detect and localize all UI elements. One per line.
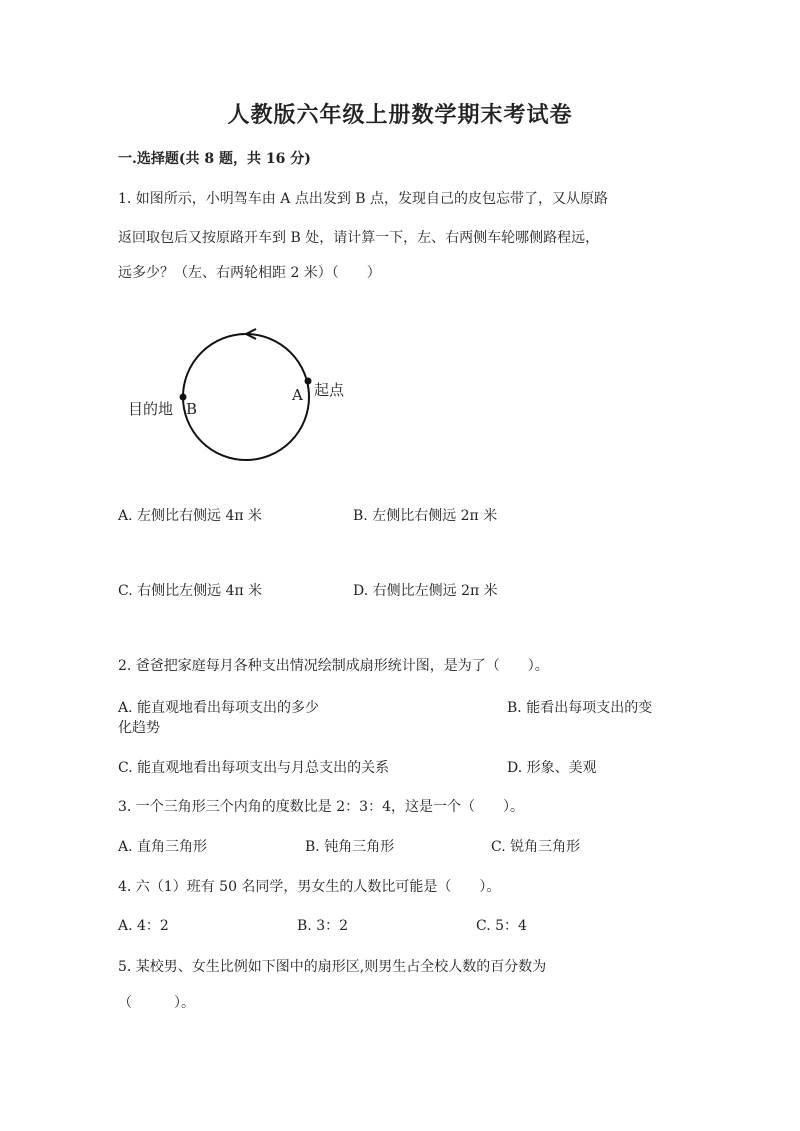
q2-option-b: B. 能看出每项支出的变 <box>507 700 653 716</box>
q2-option-b-continued: 化趋势 <box>118 720 160 736</box>
q1-option-d: D. 右侧比左侧远 2π 米 <box>353 583 498 599</box>
q3-option-c: C. 锐角三角形 <box>491 839 581 855</box>
q4-line-1: 4. 六（1）班有 50 名同学，男女生的人数比可能是（ ）。 <box>118 879 501 895</box>
q4-option-c: C. 5：4 <box>476 918 527 934</box>
q1-line-2: 返回取包后又按原路开车到 B 处，请计算一下，左、右两侧车轮哪侧路程远， <box>118 230 600 246</box>
start-label: 起点 <box>314 381 345 399</box>
q2-option-c: C. 能直观地看出每项支出与月总支出的关系 <box>118 760 390 776</box>
q1-option-c: C. 右侧比左侧远 4π 米 <box>118 583 263 599</box>
q5-line-1: 5. 某校男、女生比例如下图中的扇形区,则男生占全校人数的百分数为 <box>118 959 547 975</box>
page-title: 人教版六年级上册数学期末考试卷 <box>227 102 573 128</box>
q1-line-3: 远多少？（左、右两轮相距 2 米）（ ） <box>118 265 381 281</box>
q2-option-a: A. 能直观地看出每项支出的多少 <box>118 700 320 716</box>
q3-line-1: 3. 一个三角形三个内角的度数比是 2：3：4，这是一个（ ）。 <box>118 799 524 815</box>
q1-option-a: A. 左侧比右侧远 4π 米 <box>118 508 263 524</box>
q3-option-a: A. 直角三角形 <box>118 839 208 855</box>
section-header: 一.选择题(共 8 题，共 16 分) <box>118 151 311 167</box>
point-b-label: B <box>186 400 198 418</box>
destination-label: 目的地 <box>128 400 174 418</box>
q5-line-2: （ ）。 <box>118 995 195 1011</box>
route-circle <box>183 334 309 460</box>
q4-option-a: A. 4：2 <box>118 918 169 934</box>
q4-option-b: B. 3：2 <box>297 918 349 934</box>
point-a-label: A <box>292 386 303 404</box>
q1-option-b: B. 左侧比右侧远 2π 米 <box>353 508 498 524</box>
point-a-dot <box>305 378 312 385</box>
q1-line-1: 1. 如图所示，小明驾车由 A 点出发到 B 点，发现自己的皮包忘带了，又从原路 <box>118 191 609 207</box>
q2-line-1: 2. 爸爸把家庭每月各种支出情况绘制成扇形统计图，是为了（ ）。 <box>118 658 549 674</box>
q3-option-b: B. 钝角三角形 <box>305 839 395 855</box>
circle-route-diagram <box>120 318 370 468</box>
q2-option-d: D. 形象、美观 <box>507 760 597 776</box>
